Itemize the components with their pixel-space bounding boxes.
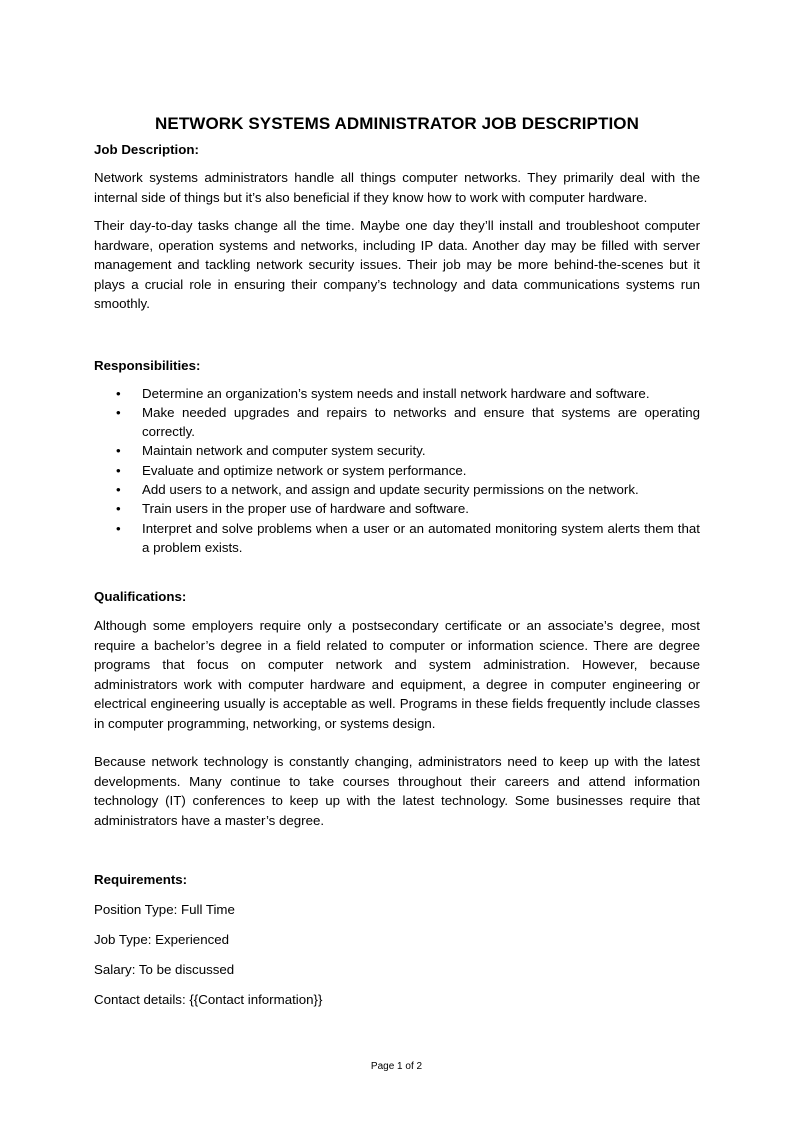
bullet-icon: •	[116, 462, 121, 478]
job-description-heading: Job Description:	[94, 142, 199, 157]
list-item	[94, 519, 700, 558]
list-item-text: Evaluate and optimize network or system performance.	[142, 462, 467, 478]
list-item-text: Interpret and solve problems when a user or an automated monitoring system alerts them that a problem exists.	[142, 520, 700, 555]
requirements-heading: Requirements:	[94, 872, 188, 888]
requirement-job-type: Job Type: Experienced	[94, 932, 230, 948]
list-item	[94, 480, 700, 499]
responsibilities-list	[94, 384, 700, 558]
list-item-text: Maintain network and computer system security.	[142, 443, 426, 459]
bullet-icon: •	[116, 481, 121, 497]
list-item-text: Make needed upgrades and repairs to networks and ensure that systems are operating correctly.	[142, 404, 700, 440]
qualifications-paragraph-1: Although some employers require only a postsecondary certificate or an associate’s degree, most require a bachelor’s degree in a field related to computer or information science. There are degree programs that focus on computer network and system administration. However, because administrators work with computer hardware and equipment, a degree in computer engineering or electrical engineering usually is acceptable as well. Programs in these fields frequently include classes in computer programming, networking, or systems design.	[94, 618, 700, 731]
requirement-salary: Salary: To be discussed	[94, 962, 235, 978]
list-item-text: Add users to a network, and assign and update security permissions on the network.	[142, 481, 639, 497]
list-item	[94, 441, 700, 460]
job-description-paragraph-2: Their day-to-day tasks change all the time. Maybe one day they’ll install and troubleshoot computer hardware, operation systems and networks, including IP data. Another day may be filled with server management and tackling network security issues. Their job may be more behind-the-scenes but it plays a crucial role in ensuring their company’s technology and data communications systems run smoothly.	[94, 218, 700, 311]
page-number: Page 1 of 2	[370, 1061, 423, 1072]
requirement-contact-details: Contact details: {{Contact information}}	[94, 992, 323, 1008]
job-description-paragraph-1: Network systems administrators handle all things computer networks. They primarily deal with the internal side of things but it’s also beneficial if they know how to work with computer hardware.	[94, 170, 700, 205]
bullet-icon: •	[116, 501, 121, 517]
document-title: NETWORK SYSTEMS ADMINISTRATOR JOB DESCRIPTION	[155, 114, 639, 133]
document-body	[94, 112, 700, 1009]
responsibilities-heading: Responsibilities:	[94, 357, 201, 373]
qualifications-heading: Qualifications:	[94, 589, 187, 605]
list-item	[94, 403, 700, 442]
list-item-text: Train users in the proper use of hardware and software.	[142, 501, 469, 517]
requirement-position-type: Position Type: Full Time	[94, 902, 235, 918]
bullet-icon: •	[116, 443, 121, 459]
qualifications-paragraph-2: Because network technology is constantly changing, administrators need to keep up with the latest developments. Many continue to take courses throughout their careers and attend information technology (IT) conferences to keep up with the latest technology. Some businesses require that administrators have a master’s degree.	[94, 754, 700, 828]
list-item	[94, 461, 700, 480]
list-item	[94, 499, 700, 518]
bullet-icon: •	[116, 385, 121, 401]
bullet-icon: •	[116, 520, 121, 536]
bullet-icon: •	[116, 404, 121, 420]
list-item-text: Determine an organization’s system needs and install network hardware and software.	[142, 385, 650, 401]
list-item	[94, 384, 700, 403]
